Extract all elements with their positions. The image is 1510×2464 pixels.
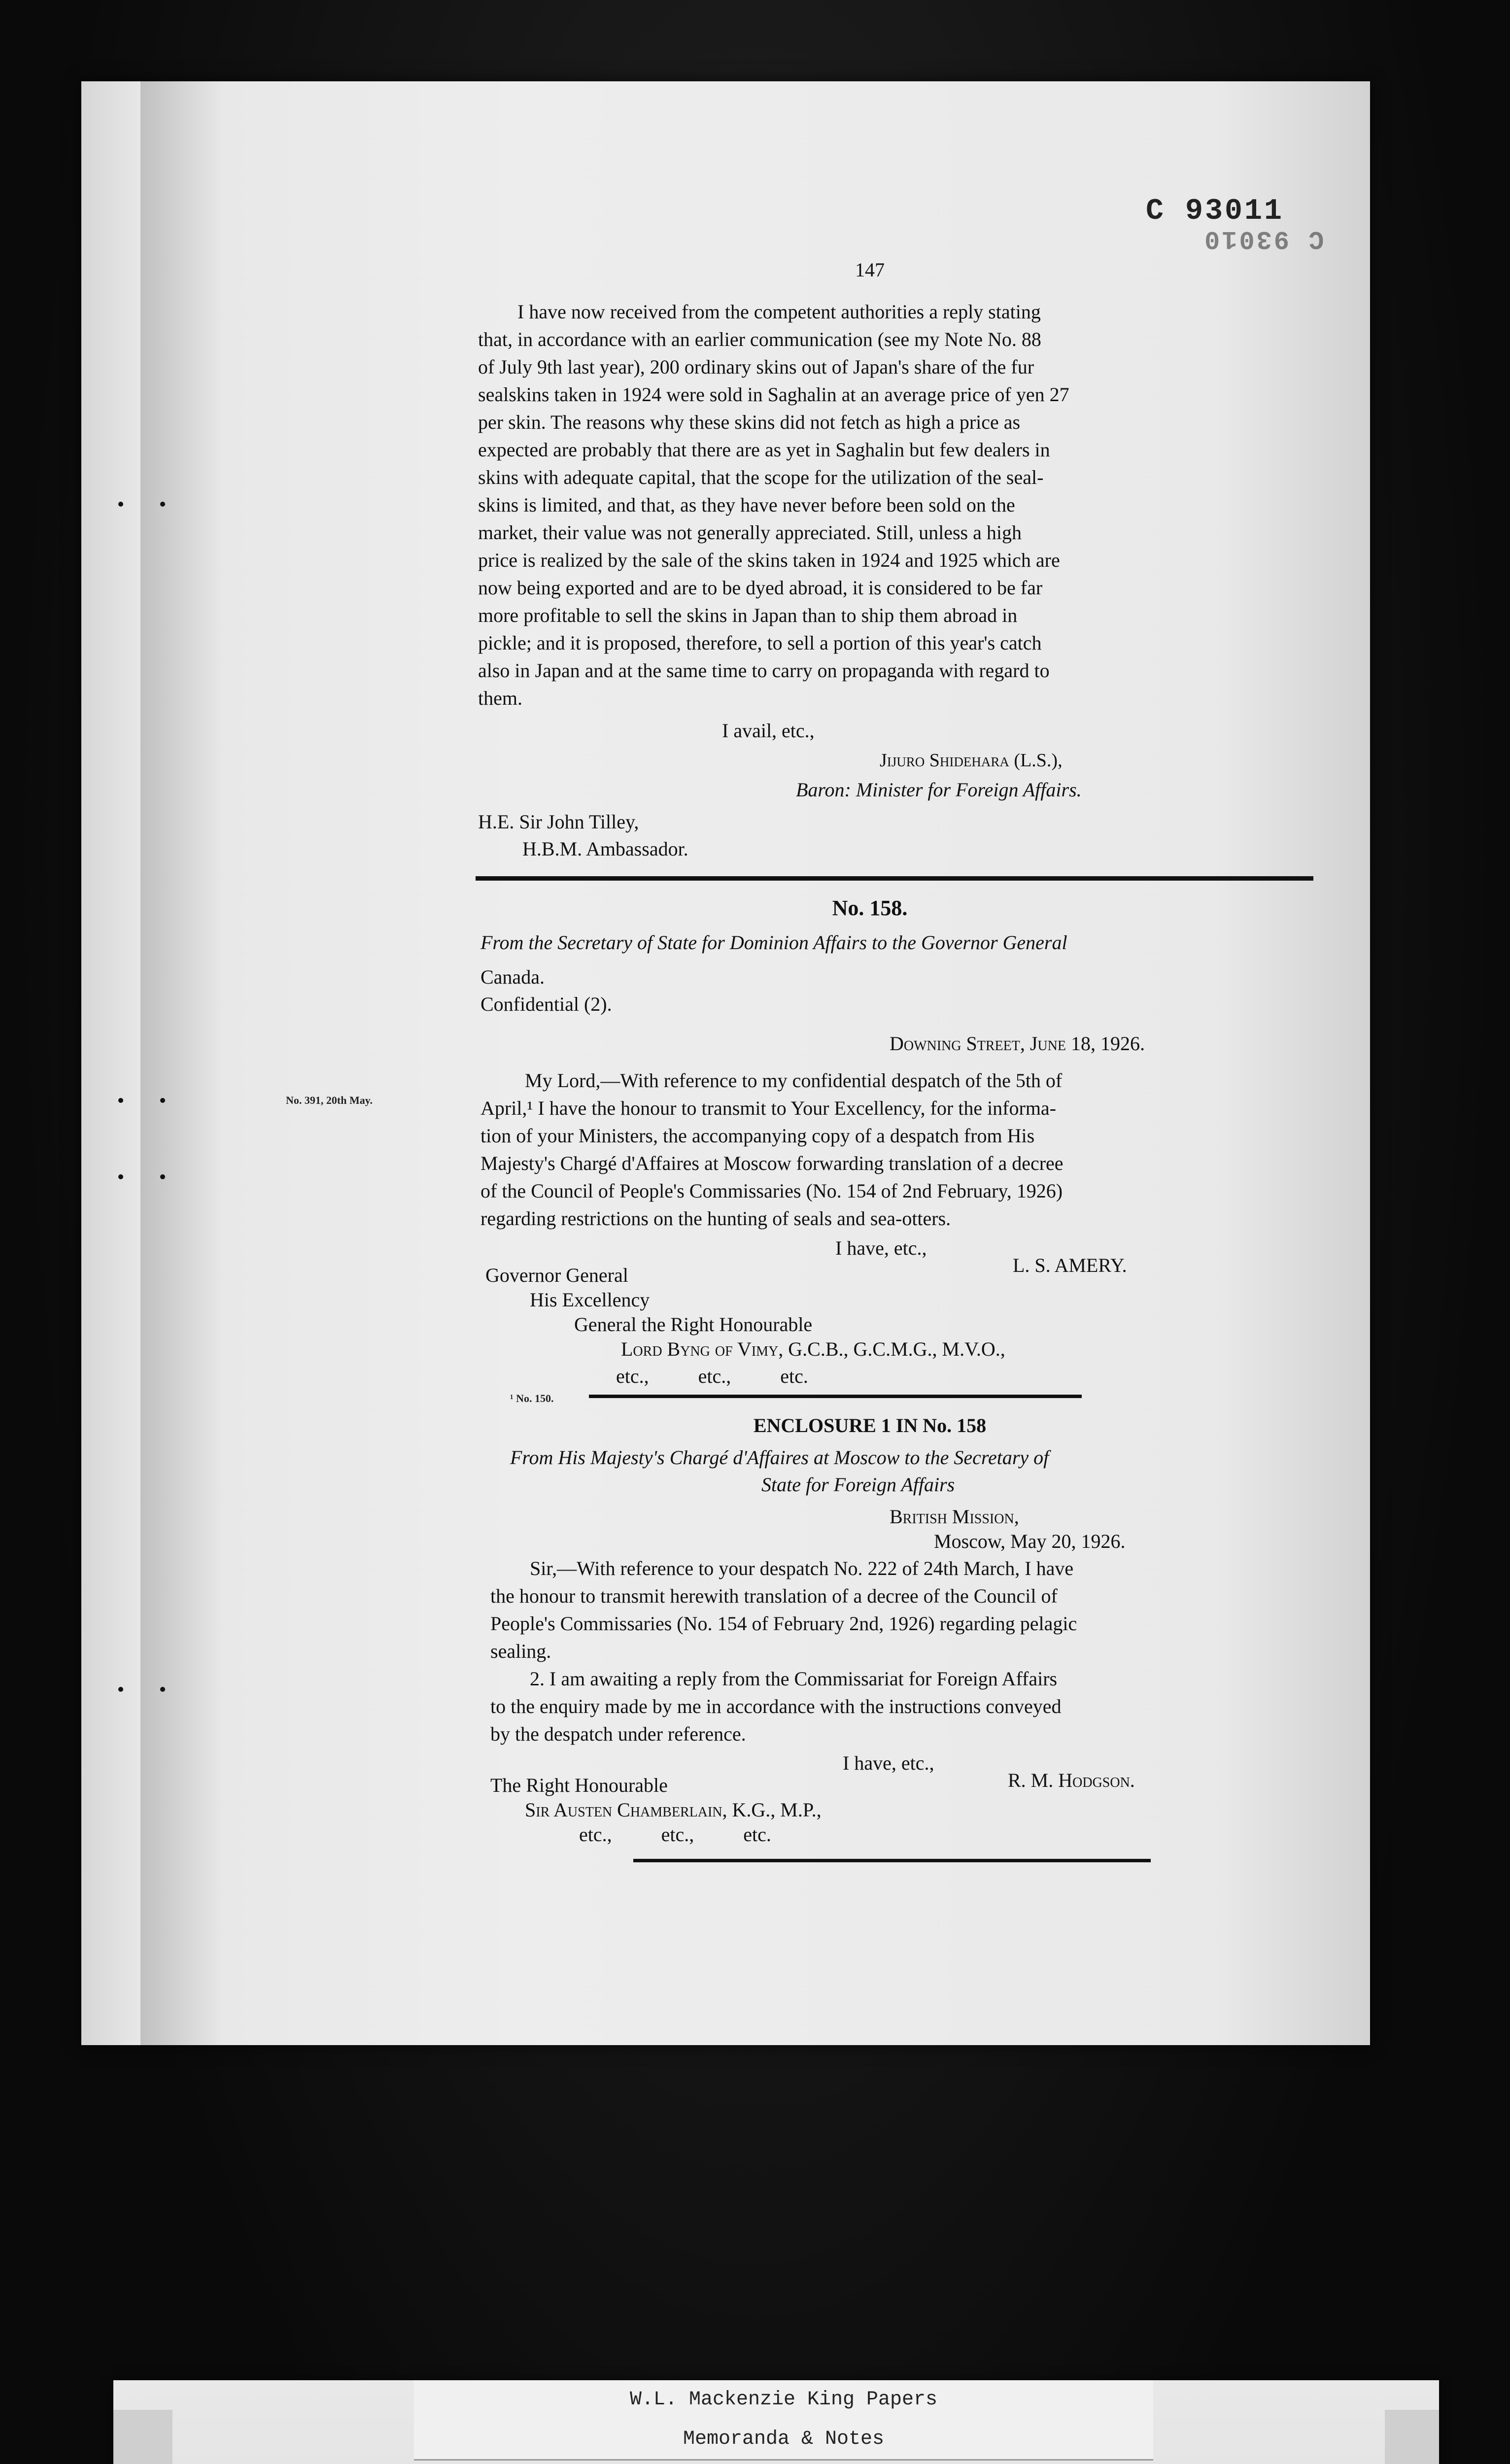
closing: I have, etc., — [835, 1237, 927, 1259]
text-line: market, their value was not generally appreciated. Still, unless a high — [478, 521, 1022, 544]
punch-hole — [118, 502, 123, 507]
document-number: No. 158. — [832, 896, 908, 920]
text-line: to the enquiry made by me in accordance with the instructions conveyed — [490, 1695, 1062, 1717]
text-line: of the Council of People's Commissaries (No. 154 of 2nd February, 1926) — [480, 1180, 1063, 1202]
enclosure-from: From His Majesty's Chargé d'Affaires at Moscow to the Secretary of — [510, 1446, 1049, 1469]
signatory-name: R. M. Hodgson. — [1008, 1769, 1135, 1791]
punch-hole — [160, 1687, 165, 1692]
place-date: Downing Street, June 18, 1926. — [890, 1032, 1145, 1055]
addressee-line: Lord Byng of Vimy, G.C.B., G.C.M.G., M.V.O., — [621, 1338, 1005, 1360]
label-tab — [113, 2410, 172, 2464]
punch-hole — [160, 1174, 165, 1179]
text-line: Majesty's Chargé d'Affaires at Moscow forwarding translation of a decree — [480, 1152, 1064, 1174]
punch-hole — [160, 502, 165, 507]
addressee-line: etc., etc., etc. — [616, 1365, 808, 1387]
text-line: I have now received from the competent authorities a reply stating — [517, 301, 1041, 323]
page-number: 147 — [855, 259, 885, 281]
label-tab — [1385, 2410, 1439, 2464]
text-line: that, in accordance with an earlier communication (see my Note No. 88 — [478, 328, 1041, 350]
text-line: of July 9th last year), 200 ordinary skins out of Japan's share of the fur — [478, 356, 1034, 378]
text-line: more profitable to sell the skins in Japan than to ship them abroad in — [478, 604, 1018, 626]
text-line: them. — [478, 687, 522, 709]
footnote: ¹ No. 150. — [510, 1392, 554, 1404]
text-line: sealing. — [490, 1640, 551, 1662]
text-line: per skin. The reasons why these skins did not fetch as high a price as — [478, 411, 1021, 433]
closing: I have, etc., — [843, 1752, 934, 1774]
addressee-line: His Excellency — [530, 1289, 650, 1311]
text-line: skins with adequate capital, that the scope for the utilization of the seal- — [478, 466, 1044, 488]
section-divider — [476, 876, 1313, 881]
archive-label-card — [113, 2380, 1439, 2464]
punch-hole — [118, 1098, 123, 1103]
addressee-line: General the Right Honourable — [574, 1313, 813, 1335]
addressee-line: Governor General — [485, 1264, 628, 1286]
punch-hole — [118, 1687, 123, 1692]
page-gutter-shadow — [140, 81, 224, 2045]
text-line: sealskins taken in 1924 were sold in Saghalin at an average price of yen 27 — [478, 383, 1069, 406]
text-line: pickle; and it is proposed, therefore, to sell a portion of this year's catch — [478, 632, 1042, 654]
document-from: From the Secretary of State for Dominion Affairs to the Governor General — [480, 931, 1067, 954]
signatory-name: L. S. AMERY. — [1013, 1254, 1127, 1276]
punch-hole — [160, 1098, 165, 1103]
collection-title: W.L. Mackenzie King Papers — [629, 2389, 938, 2411]
document-confidential: Confidential (2). — [480, 993, 612, 1015]
document-page — [81, 81, 1370, 2045]
margin-note: No. 391, 20th May. — [286, 1094, 373, 1106]
text-line: People's Commissaries (No. 154 of February 2nd, 1926) regarding pelagic — [490, 1612, 1077, 1635]
addressee-line: The Right Honourable — [490, 1774, 668, 1796]
signatory-title: Baron: Minister for Foreign Affairs. — [796, 779, 1082, 801]
text-line: tion of your Ministers, the accompanying copy of a despatch from His — [480, 1125, 1035, 1147]
addressee-line: H.E. Sir John Tilley, — [478, 811, 639, 833]
reference-stamp-ghost: C 93010 — [1202, 224, 1324, 253]
signatory-name: Jijuro Shidehara (L.S.), — [880, 750, 1063, 771]
reference-stamp: C 93011 — [1146, 195, 1284, 228]
mission-address: Moscow, May 20, 1926. — [934, 1530, 1126, 1552]
text-line: My Lord,—With reference to my confidential despatch of the 5th of — [525, 1069, 1063, 1092]
closing: I avail, etc., — [722, 719, 815, 742]
addressee-line: Sir Austen Chamberlain, K.G., M.P., — [525, 1799, 822, 1821]
addressee-line: H.B.M. Ambassador. — [522, 838, 688, 860]
footnote-divider — [589, 1395, 1082, 1398]
text-line: price is realized by the sale of the skins taken in 1924 and 1925 which are — [478, 549, 1060, 571]
collection-subtitle: Memoranda & Notes — [683, 2428, 885, 2450]
mission-address: British Mission, — [890, 1506, 1019, 1528]
enclosure-from: State for Foreign Affairs — [761, 1473, 955, 1496]
punch-hole — [118, 1174, 123, 1179]
enclosure-heading: ENCLOSURE 1 IN No. 158 — [753, 1414, 987, 1437]
end-divider — [633, 1859, 1151, 1862]
text-line: regarding restrictions on the hunting of seals and sea-otters. — [480, 1207, 951, 1230]
text-line: Sir,—With reference to your despatch No. 222 of 24th March, I have — [530, 1557, 1074, 1579]
text-line: by the despatch under reference. — [490, 1723, 746, 1745]
text-line: skins is limited, and that, as they have never before been sold on the — [478, 494, 1015, 516]
collection-strip — [414, 2380, 1153, 2461]
addressee-line: etc., etc., etc. — [579, 1823, 771, 1846]
text-line: now being exported and are to be dyed abroad, it is considered to be far — [478, 577, 1043, 599]
text-line: April,¹ I have the honour to transmit to Your Excellency, for the informa- — [480, 1097, 1057, 1119]
text-line: 2. I am awaiting a reply from the Commissariat for Foreign Affairs — [530, 1668, 1058, 1690]
text-line: expected are probably that there are as yet in Saghalin but few dealers in — [478, 439, 1050, 461]
text-line: the honour to transmit herewith translation of a decree of the Council of — [490, 1585, 1058, 1607]
text-line: also in Japan and at the same time to carry on propaganda with regard to — [478, 659, 1050, 682]
document-canada: Canada. — [480, 966, 545, 988]
